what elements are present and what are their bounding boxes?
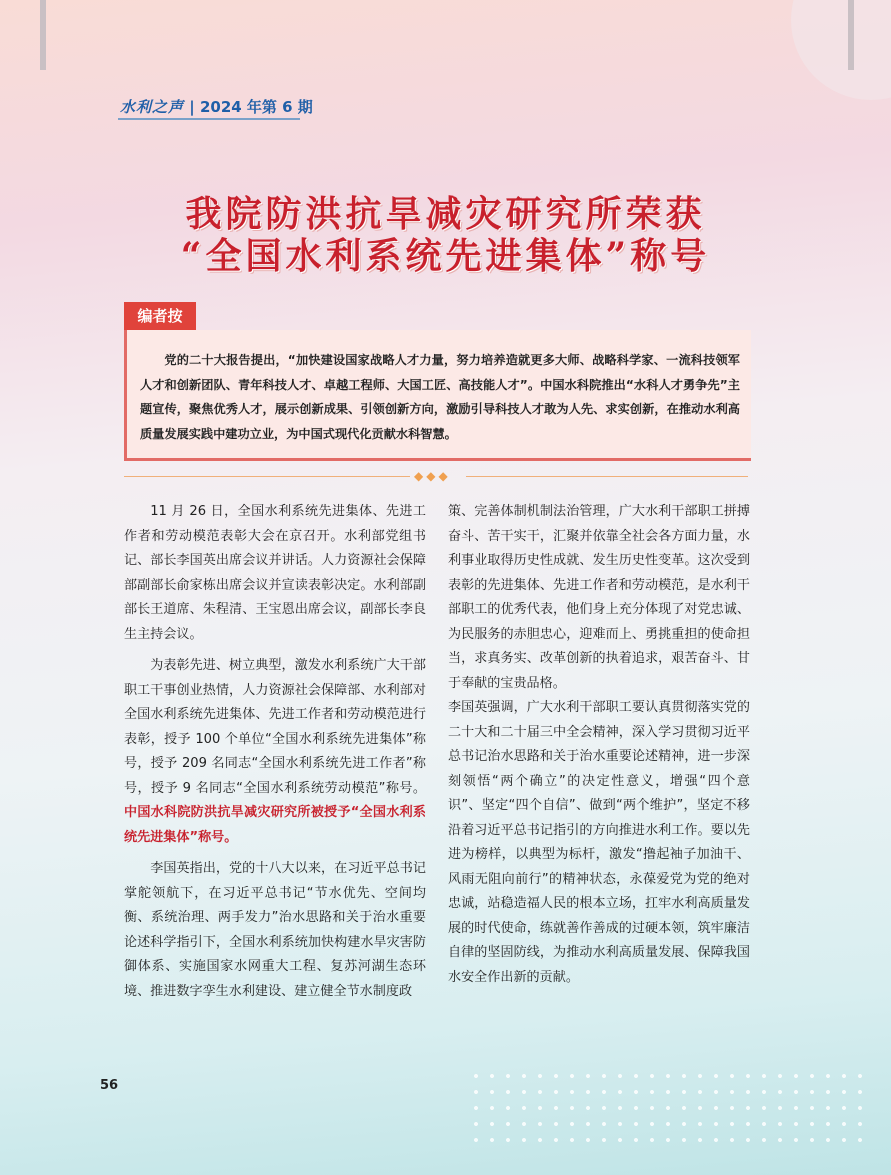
article-paragraph: 李国英指出，党的十八大以来，在习近平总书记掌舵领航下，在习近平总书记“节水优先、空间均衡、系统治理、两手发力”治水思路和关于治水重要论述科学指引下，全国水利系统加快构建水旱灾害防御体系、实施国家水网重大工程、复苏河湖生态环境、推进数字孪生水利建设、建立健全节水制度政 — [124, 861, 426, 999]
article-title-line-1: 我院防洪抗旱减灾研究所荣获 — [185, 193, 706, 235]
journal-issue: | 2024 年第 6 期 — [189, 98, 313, 116]
section-divider-left — [124, 476, 410, 477]
decorative-stripe — [848, 0, 854, 70]
decorative-dot-pattern — [468, 1068, 868, 1148]
decorative-stripe — [40, 0, 46, 70]
article-column-right — [448, 500, 750, 997]
article-column-left — [124, 500, 426, 1011]
journal-header — [120, 96, 313, 117]
section-divider-right — [466, 476, 748, 477]
article-paragraph: 11 月 26 日，全国水利系统先进集体、先进工作者和劳动模范表彰大会在京召开。水利部党组书记、部长李国英出席会议并讲话。人力资源社会保障部副部长俞家栋出席会议并宣读表彰决定。水利部副部长王道席、朱程清、王宝恩出席会议，副部长李良生主持会议。 — [124, 504, 426, 642]
article-paragraph — [124, 654, 426, 850]
header-rule — [118, 118, 300, 120]
journal-kicker: 水利之声 — [120, 98, 185, 116]
paragraph-text: 为表彰先进、树立典型，激发水利系统广大干部职工干事创业热情，人力资源社会保障部、水利部对全国水利系统先进集体、先进工作者和劳动模范进行表彰，授予 100 个单位“全国水利系统先进集体”称号，授予 209 名同志“全国水利系统先进工作者”称号，授予 9 名同志“全国水利系统劳动模范”称号。 — [124, 658, 426, 796]
page-number: 56 — [100, 1078, 119, 1093]
editor-note-label: 编者按 — [124, 302, 196, 330]
article-paragraph: 策、完善体制机制法治管理，广大水利干部职工拼搏奋斗、苦干实干，汇聚并依靠全社会各方面力量，水利事业取得历史性成就、发生历史性变革。这次受到表彰的先进集体、先进工作者和劳动模范，是水利干部职工的优秀代表，他们身上充分体现了对党忠诚、为民服务的赤胆忠心，迎难而上、勇挑重担的使命担当，求真务实、改革创新的执着追求，艰苦奋斗、甘于奉献的宝贵品格。 — [448, 504, 750, 691]
article-paragraph: 李国英强调，广大水利干部职工要认真贯彻落实党的二十大和二十届三中全会精神，深入学习贯彻习近平总书记治水思路和关于治水重要论述精神，进一步深刻领悟“两个确立”的决定性意义，增强“四个意识”、坚定“四个自信”、做到“两个维护”，坚定不移沿着习近平总书记指引的方向推进水利工作。要以先进为榜样，以典型为标杆，激发“撸起袖子加油干、风雨无阻向前行”的精神状态，永葆爱党为党的绝对忠诚，站稳造福人民的根本立场，扛牢水利高质量发展的时代使命，练就善作善成的过硬本领，筑牢廉洁自律的坚固防线，为推动水利高质量发展、保障我国水安全作出新的贡献。 — [448, 700, 750, 985]
editor-note-text: 党的二十大报告提出，“加快建设国家战略人才力量，努力培养造就更多大师、战略科学家、一流科技领军人才和创新团队、青年科技人才、卓越工程师、大国工匠、高技能人才”。中国水科院推出“水科人才勇争先”主题宣传，聚焦优秀人才，展示创新成果、引领创新方向，激励引导科技人才敢为人先、求实创新，在推动水利高质量发展实践中建功立业，为中国式现代化贡献水科智慧。 — [140, 353, 740, 441]
divider-diamond-icon: ◆◆◆ — [414, 469, 451, 483]
highlighted-award-text: 中国水科院防洪抗旱减灾研究所被授予“全国水利系统先进集体”称号。 — [124, 805, 426, 845]
article-title-line-2: “全国水利系统先进集体”称号 — [180, 235, 711, 277]
